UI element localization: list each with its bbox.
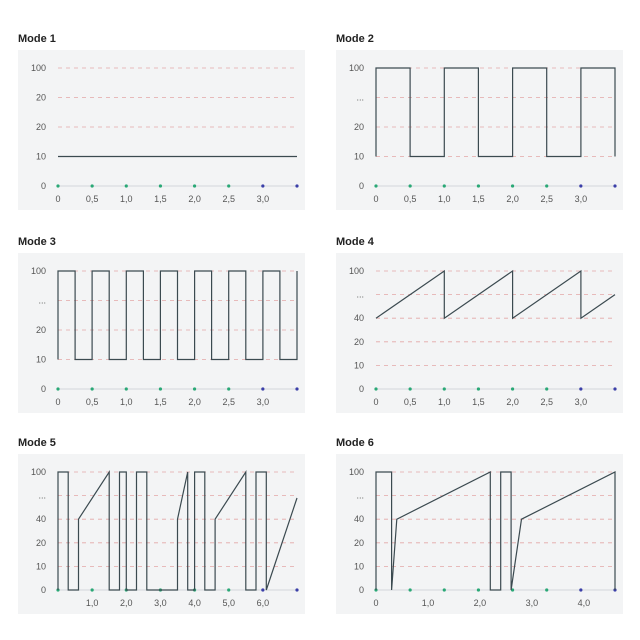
baseline-dot [295,184,298,187]
baseline-dot [125,387,128,390]
chart-svg-6 [336,454,623,614]
baseline-dot [545,184,548,187]
y-tick-label: ... [356,490,364,501]
x-tick-label: 1,0 [438,397,451,407]
baseline-dot [91,387,94,390]
x-tick-label: 1,0 [85,598,99,608]
y-tick-label: 10 [353,561,364,572]
baseline-dot [91,588,94,591]
baseline-dot [511,387,514,390]
baseline-dot [261,588,264,591]
x-tick-label: 1,5 [154,397,167,407]
baseline-dot [579,588,582,591]
baseline-dot [159,387,162,390]
chart-title-6: Mode 6 [336,437,374,449]
y-tick-label: 10 [35,354,46,365]
baseline-dot [477,387,480,390]
baseline-dot [443,387,446,390]
chart-title-5: Mode 5 [18,437,56,449]
baseline-dot [193,184,196,187]
baseline-dot [545,588,548,591]
x-tick-label: 4,0 [188,598,201,608]
baseline-dot [295,588,298,591]
chart-title-2: Mode 2 [336,33,374,45]
x-tick-label: 0 [373,194,379,204]
y-tick-label: 0 [40,384,46,394]
chart-panel-3 [18,253,305,413]
x-tick-label: 1,0 [120,194,133,204]
x-tick-label: 0,5 [403,397,417,407]
y-tick-label: 0 [358,585,364,595]
y-tick-label: 20 [353,537,364,548]
x-tick-label: 1,0 [120,397,133,407]
baseline-dot [579,387,582,390]
x-tick-label: 0,5 [85,194,99,204]
y-tick-label: 100 [348,266,364,276]
chart-title-1: Mode 1 [18,33,56,45]
series-line [376,472,615,590]
chart-panel-1 [18,50,305,210]
x-tick-label: 1,5 [154,194,167,204]
baseline-dot [227,588,230,591]
baseline-dot [409,184,412,187]
y-tick-label: 100 [348,63,364,73]
y-tick-label: ... [356,289,364,300]
chart-panel-5 [18,454,305,614]
baseline-dot [56,387,59,390]
x-tick-label: 2,0 [188,397,201,407]
x-tick-label: 2,0 [473,598,487,608]
y-tick-label: 20 [35,537,46,548]
baseline-dot [477,588,480,591]
x-tick-label: 2,0 [188,194,201,204]
chart-svg-1 [18,50,305,210]
y-tick-label: 0 [40,181,46,191]
chart-panel-4 [336,253,623,413]
x-tick-label: 0,5 [403,194,417,204]
y-tick-label: 40 [353,313,364,324]
x-tick-label: 3,0 [574,397,588,407]
chart-title-4: Mode 4 [336,236,374,248]
x-tick-label: 3,0 [256,397,270,407]
chart-svg-2 [336,50,623,210]
x-tick-label: 1,0 [438,194,451,204]
chart-svg-5 [18,454,305,614]
baseline-dot [477,184,480,187]
y-tick-label: 10 [353,151,364,162]
x-tick-label: 1,5 [472,194,485,204]
baseline-dot [409,387,412,390]
baseline-dot [613,184,616,187]
x-tick-label: 4,0 [577,598,591,608]
y-tick-label: 0 [358,181,364,191]
baseline-dot [613,387,616,390]
series-line [58,271,297,360]
x-tick-label: 0 [373,598,379,608]
series-line [58,472,297,590]
baseline-dot [409,588,412,591]
x-tick-label: 0 [373,397,379,407]
y-tick-label: ... [356,92,364,103]
x-tick-label: 2,5 [540,397,553,407]
x-tick-label: 0 [55,194,61,204]
baseline-dot [443,184,446,187]
baseline-dot [374,387,377,390]
x-tick-label: 3,0 [154,598,167,608]
series-line [376,68,615,157]
y-tick-label: 20 [35,92,46,103]
baseline-dot [227,387,230,390]
baseline-dot [125,184,128,187]
y-tick-label: 40 [353,514,364,525]
baseline-dot [295,387,298,390]
baseline-dot [91,184,94,187]
baseline-dot [261,184,264,187]
baseline-dot [443,588,446,591]
baseline-dot [159,184,162,187]
x-tick-label: 6,0 [256,598,270,608]
y-tick-label: 10 [35,151,46,162]
y-tick-label: ... [38,490,46,501]
x-tick-label: 3,0 [256,194,270,204]
x-tick-label: 3,0 [525,598,539,608]
y-tick-label: 100 [30,467,46,477]
y-tick-label: 20 [35,325,46,335]
y-tick-label: 0 [40,585,46,595]
y-tick-label: 100 [30,63,46,73]
chart-panel-2 [336,50,623,210]
baseline-dot [579,184,582,187]
baseline-dot [374,184,377,187]
baseline-dot [56,184,59,187]
x-tick-label: 5,0 [222,598,235,608]
y-tick-label: 20 [353,122,364,132]
x-tick-label: 0 [55,397,61,407]
y-tick-label: 0 [358,384,364,394]
y-tick-label: 20 [35,122,46,132]
chart-svg-3 [18,253,305,413]
baseline-dot [261,387,264,390]
x-tick-label: 1,0 [421,598,435,608]
y-tick-label: 20 [353,336,364,347]
x-tick-label: 1,5 [472,397,485,407]
x-tick-label: 2,5 [222,397,235,407]
x-tick-label: 2,0 [120,598,133,608]
chart-svg-4 [336,253,623,413]
x-tick-label: 2,0 [506,397,519,407]
chart-panel-6 [336,454,623,614]
y-tick-label: 100 [30,266,46,276]
x-tick-label: 2,5 [540,194,553,204]
x-tick-label: 0,5 [85,397,99,407]
x-tick-label: 2,5 [222,194,235,204]
x-tick-label: 3,0 [574,194,588,204]
baseline-dot [545,387,548,390]
baseline-dot [193,387,196,390]
y-tick-label: 10 [35,561,46,572]
baseline-dot [511,184,514,187]
x-tick-label: 2,0 [506,194,519,204]
baseline-dot [227,184,230,187]
y-tick-label: 40 [35,514,46,525]
y-tick-label: ... [38,295,46,306]
y-tick-label: 100 [348,467,364,477]
y-tick-label: 10 [353,360,364,371]
chart-title-3: Mode 3 [18,236,56,248]
